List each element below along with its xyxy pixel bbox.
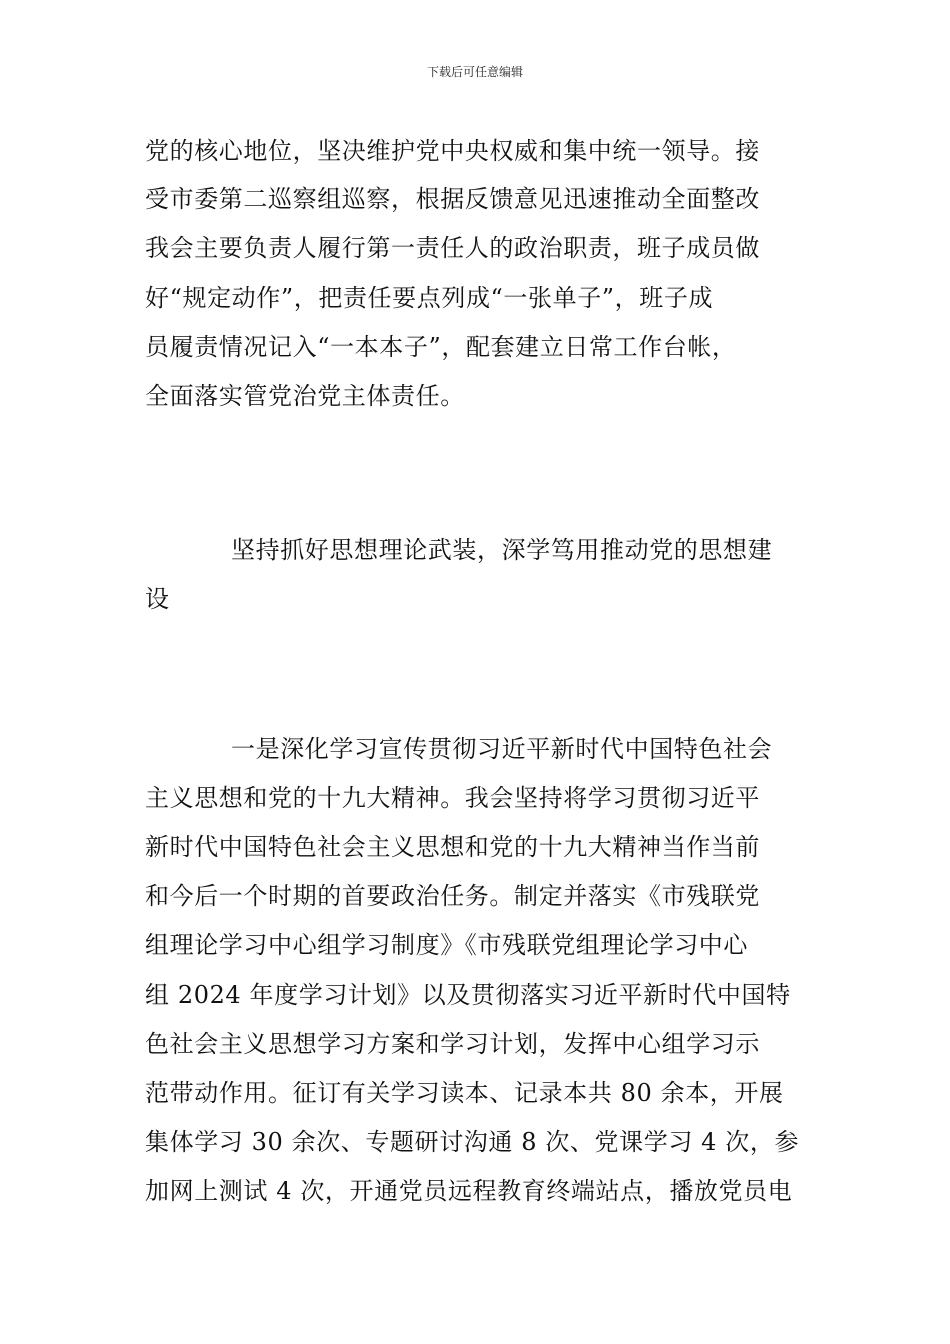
paragraph-line: 好“规定动作”，把责任要点列成“一张单子”，班子成 [145,284,714,312]
heading-line: 坚持抓好思想理论武装，深学笃用推动党的思想建 [231,536,773,564]
paragraph-line: 范带动作用。征订有关学习读本、记录本共 80 余本，开展 [145,1079,784,1107]
paragraph-line: 员履责情况记入“一本本子”，配套建立日常工作台帐， [145,333,737,361]
paragraph-line: 加网上测试 4 次，开通党员远程教育终端站点，播放党员电 [145,1177,793,1205]
paragraph-line: 色社会主义思想学习方案和学习计划，发挥中心组学习示 [145,1030,760,1058]
paragraph-line: 新时代中国特色社会主义思想和党的十九大精神当作当前 [145,833,760,861]
heading-line: 设 [145,585,170,613]
paragraph-line: 受市委第二巡察组巡察，根据反馈意见迅速推动全面整改 [145,185,760,213]
paragraph-line: 我会主要负责人履行第一责任人的政治职责，班子成员做 [145,234,760,262]
paragraph-line: 主义思想和党的十九大精神。我会坚持将学习贯彻习近平 [145,784,760,812]
paragraph-line: 集体学习 30 余次、专题研讨沟通 8 次、党课学习 4 次，参 [145,1128,800,1156]
paragraph-line: 全面落实管党治党主体责任。 [145,382,465,410]
paragraph-line: 一是深化学习宣传贯彻习近平新时代中国特色社会 [231,735,773,763]
paragraph-line: 和今后一个时期的首要政治任务。制定并落实《市残联党 [145,882,760,910]
paragraph-line: 党的核心地位，坚决维护党中央权威和集中统一领导。接 [145,137,760,165]
paragraph-line: 组理论学习中心组学习制度》《市残联党组理论学习中心 [145,931,748,959]
paragraph-line: 组 2024 年度学习计划》以及贯彻落实习近平新时代中国特 [145,981,791,1009]
header-note: 下载后可任意编辑 [426,65,523,79]
